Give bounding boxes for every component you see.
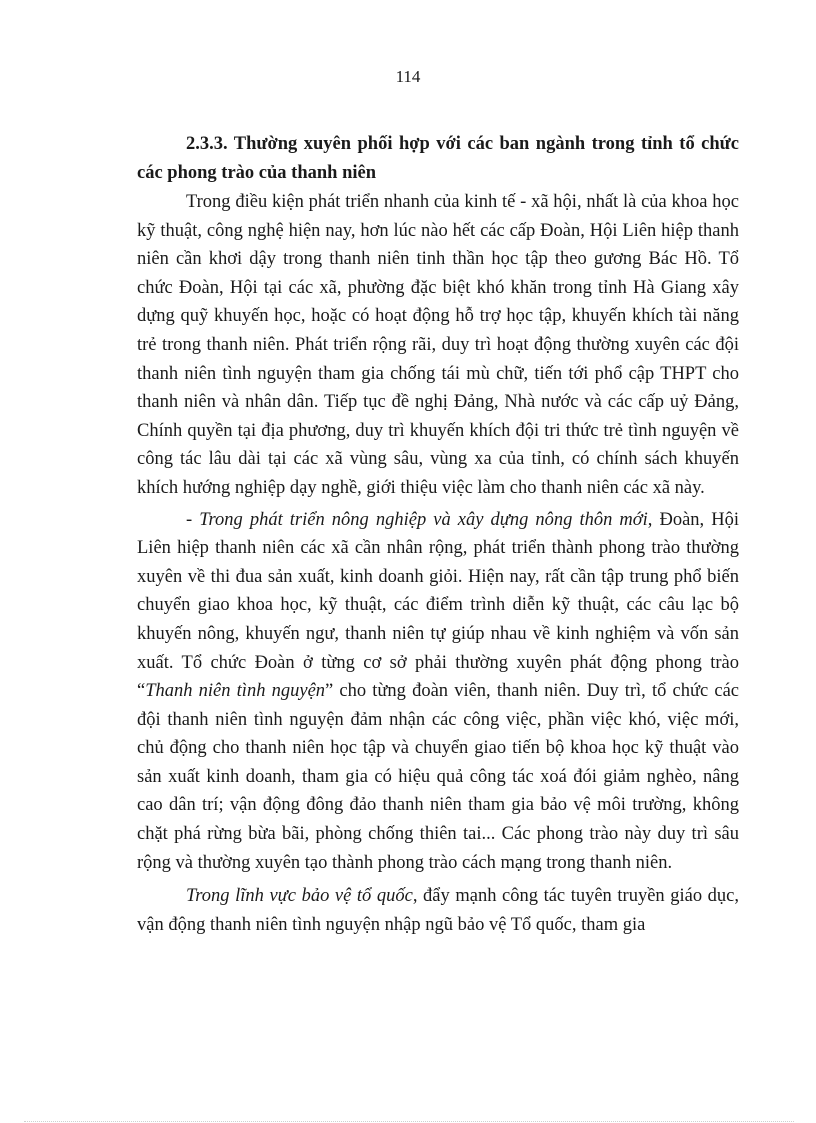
page-bottom-divider [24, 1121, 794, 1122]
document-body [137, 130, 739, 939]
agriculture-topic: Trong phát triển nông nghiệp và xây dựng nông thôn mới [199, 509, 648, 530]
agriculture-text-b: ” cho từng đoàn viên, thanh niên. Duy trì, tổ chức các đội thanh niên tình nguyện đảm nhận các công việc, phần việc khó, việc mới, chủ động cho thanh niên học tập và chuyển giao tiến bộ khoa học kỹ thuật vào sản xuất kinh doanh, tham gia có hiệu quả công tác xoá đói giảm nghèo, nâng cao dân trí; vận động đông đảo thanh niên tham gia bảo vệ môi trường, không chặt phá rừng bừa bãi, phòng chống thiên tai... Các phong trào này duy trì sâu rộng và thường xuyên tạo thành phong trào cách mạng trong thanh niên. [137, 681, 739, 873]
defense-text: , đẩy mạnh công tác tuyên truyền giáo dục, vận động thanh niên tình nguyện nhập ngũ bảo vệ Tổ quốc, tham gia [137, 886, 739, 935]
movement-name: Thanh niên tình nguyện [145, 681, 326, 702]
section-heading: 2.3.3. Thường xuyên phối hợp với các ban ngành trong tỉnh tổ chức các phong trào của thanh niên [137, 134, 739, 183]
page-number: 114 [395, 67, 421, 86]
paragraph-dash: - [186, 509, 200, 530]
paragraph-agriculture [137, 506, 739, 878]
defense-topic: Trong lĩnh vực bảo vệ tổ quốc [186, 886, 413, 907]
paragraph-defense [137, 882, 739, 939]
agriculture-text-a: , Đoàn, Hội Liên hiệp thanh niên các xã cần nhân rộng, phát triển thành phong trào thường xuyên về thi đua sản xuất, kinh doanh giỏi. Hiện nay, rất cần tập trung phổ biến chuyển giao khoa học, kỹ thuật, các điểm trình diễn kỹ thuật, các câu lạc bộ khuyến nông, khuyến ngư, thanh niên tự giúp nhau về kinh nghiệm và vốn sản xuất. Tổ chức Đoàn ở từng cơ sở phải thường xuyên phát động phong trào “ [137, 509, 739, 702]
paragraph-education: Trong điều kiện phát triển nhanh của kinh tế - xã hội, nhất là của khoa học kỹ thuật, công nghệ hiện nay, hơn lúc nào hết các cấp Đoàn, Hội Liên hiệp thanh niên cần khơi dậy trong thanh niên tinh thần học tập theo gương Bác Hồ. Tổ chức Đoàn, Hội tại các xã, phường đặc biệt khó khăn trong tỉnh Hà Giang xây dựng quỹ khuyến học, hoặc có hoạt động hỗ trợ học tập, khuyến khích tài năng trẻ trong thanh niên. Phát triển rộng rãi, duy trì hoạt động thường xuyên các đội thanh niên tình nguyện tham gia chống tái mù chữ, tiến tới phổ cập THPT cho thanh niên và nhân dân. Tiếp tục đề nghị Đảng, Nhà nước và các cấp uỷ Đảng, Chính quyền tại địa phương, duy trì khuyến khích đội tri thức trẻ tình nguyện về công tác lâu dài tại các xã vùng sâu, vùng xa của tỉnh, có chính sách khuyến khích hướng nghiệp dạy nghề, giới thiệu việc làm cho thanh niên các xã này. [137, 192, 739, 498]
